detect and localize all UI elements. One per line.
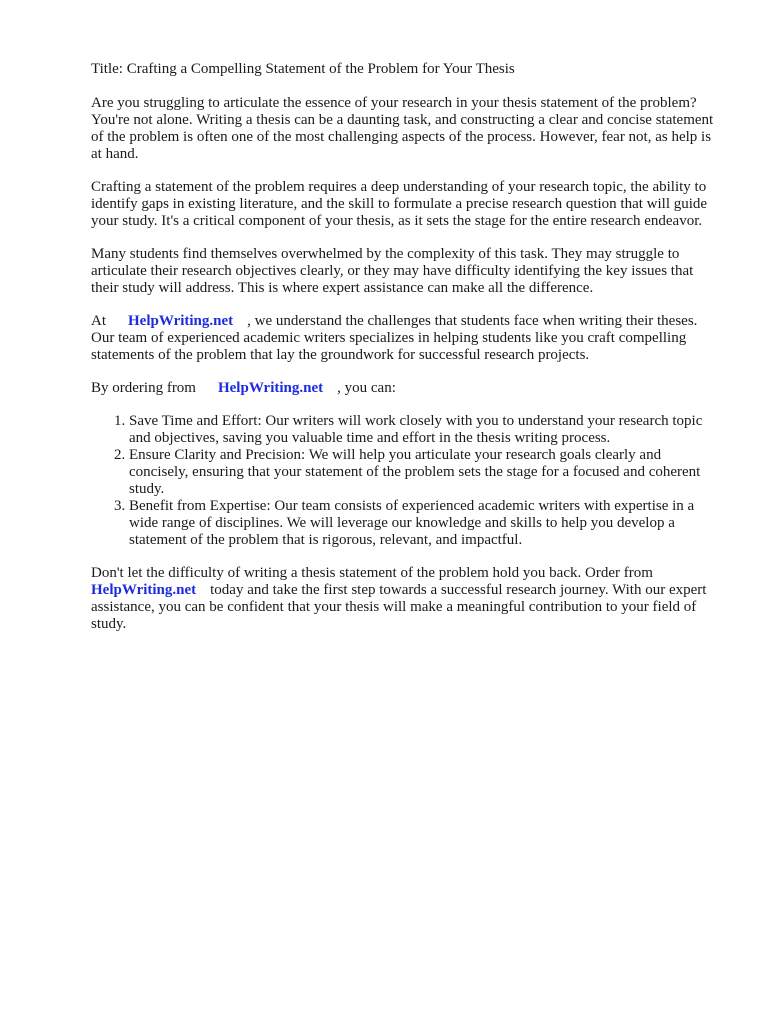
helpwriting-link[interactable]: HelpWriting.net [128, 313, 234, 329]
list-item: 1. Save Time and Effort: Our writers will work closely with you to understand your research topic and objectives, saving you valuable time and effort in the thesis writing process. [129, 413, 721, 447]
paragraph-4-after: , we understand the challenges that students face when writing their theses. Our team of experienced academic writers specializes in helping students like you craft compelling statements of the problem that lay the groundwork for successful research projects. [91, 313, 698, 363]
helpwriting-link[interactable]: HelpWriting.net [217, 380, 324, 396]
list-item: 3. Benefit from Expertise: Our team consists of experienced academic writers with expertise in a wide range of disciplines. We will leverage our knowledge and skills to help you develop a statement of the problem that is rigorous, relevant, and impactful. [129, 498, 721, 549]
paragraph-6-after: today and take the first step towards a successful research journey. With our expert assistance, you can be confident that your thesis will make a meaningful contribution to your field of study. [91, 582, 707, 632]
document-title: Title: Crafting a Compelling Statement of the Problem for Your Thesis [91, 61, 515, 77]
paragraph-closing [91, 565, 721, 633]
paragraph-6-before: Don't let the difficulty of writing a thesis statement of the problem hold you back. Order from [91, 565, 653, 581]
paragraph-5-after: , you can: [337, 380, 396, 396]
paragraph-4-before: At [91, 313, 106, 329]
paragraph-helpwriting-intro [91, 313, 721, 364]
paragraph-intro: Are you struggling to articulate the essence of your research in your thesis statement of the problem? You're not alone. Writing a thesis can be a daunting task, and constructing a clear and concise statement of the problem is often one of the most challenging aspects of the process. However, fear not, as help is at hand. [91, 95, 714, 162]
paragraph-ordering [91, 380, 721, 397]
paragraph-5-before: By ordering from [91, 380, 196, 396]
document-page [91, 61, 721, 649]
paragraph-students: Many students find themselves overwhelmed by the complexity of this task. They may struggle to articulate their research objectives clearly, or they may have difficulty identifying the key issues that their study will address. This is where expert assistance can make all the difference. [91, 246, 694, 296]
list-item: 2. Ensure Clarity and Precision: We will help you articulate your research goals clearly and concisely, ensuring that your statement of the problem sets the stage for a focused and coherent study. [129, 447, 721, 498]
helpwriting-link[interactable]: HelpWriting.net [91, 582, 197, 598]
paragraph-crafting: Crafting a statement of the problem requires a deep understanding of your research topic, the ability to identify gaps in existing literature, and the skill to formulate a precise research question that will guide your study. It's a critical component of your thesis, as it sets the stage for the entire research endeavor. [91, 179, 708, 229]
benefits-list [91, 413, 721, 549]
